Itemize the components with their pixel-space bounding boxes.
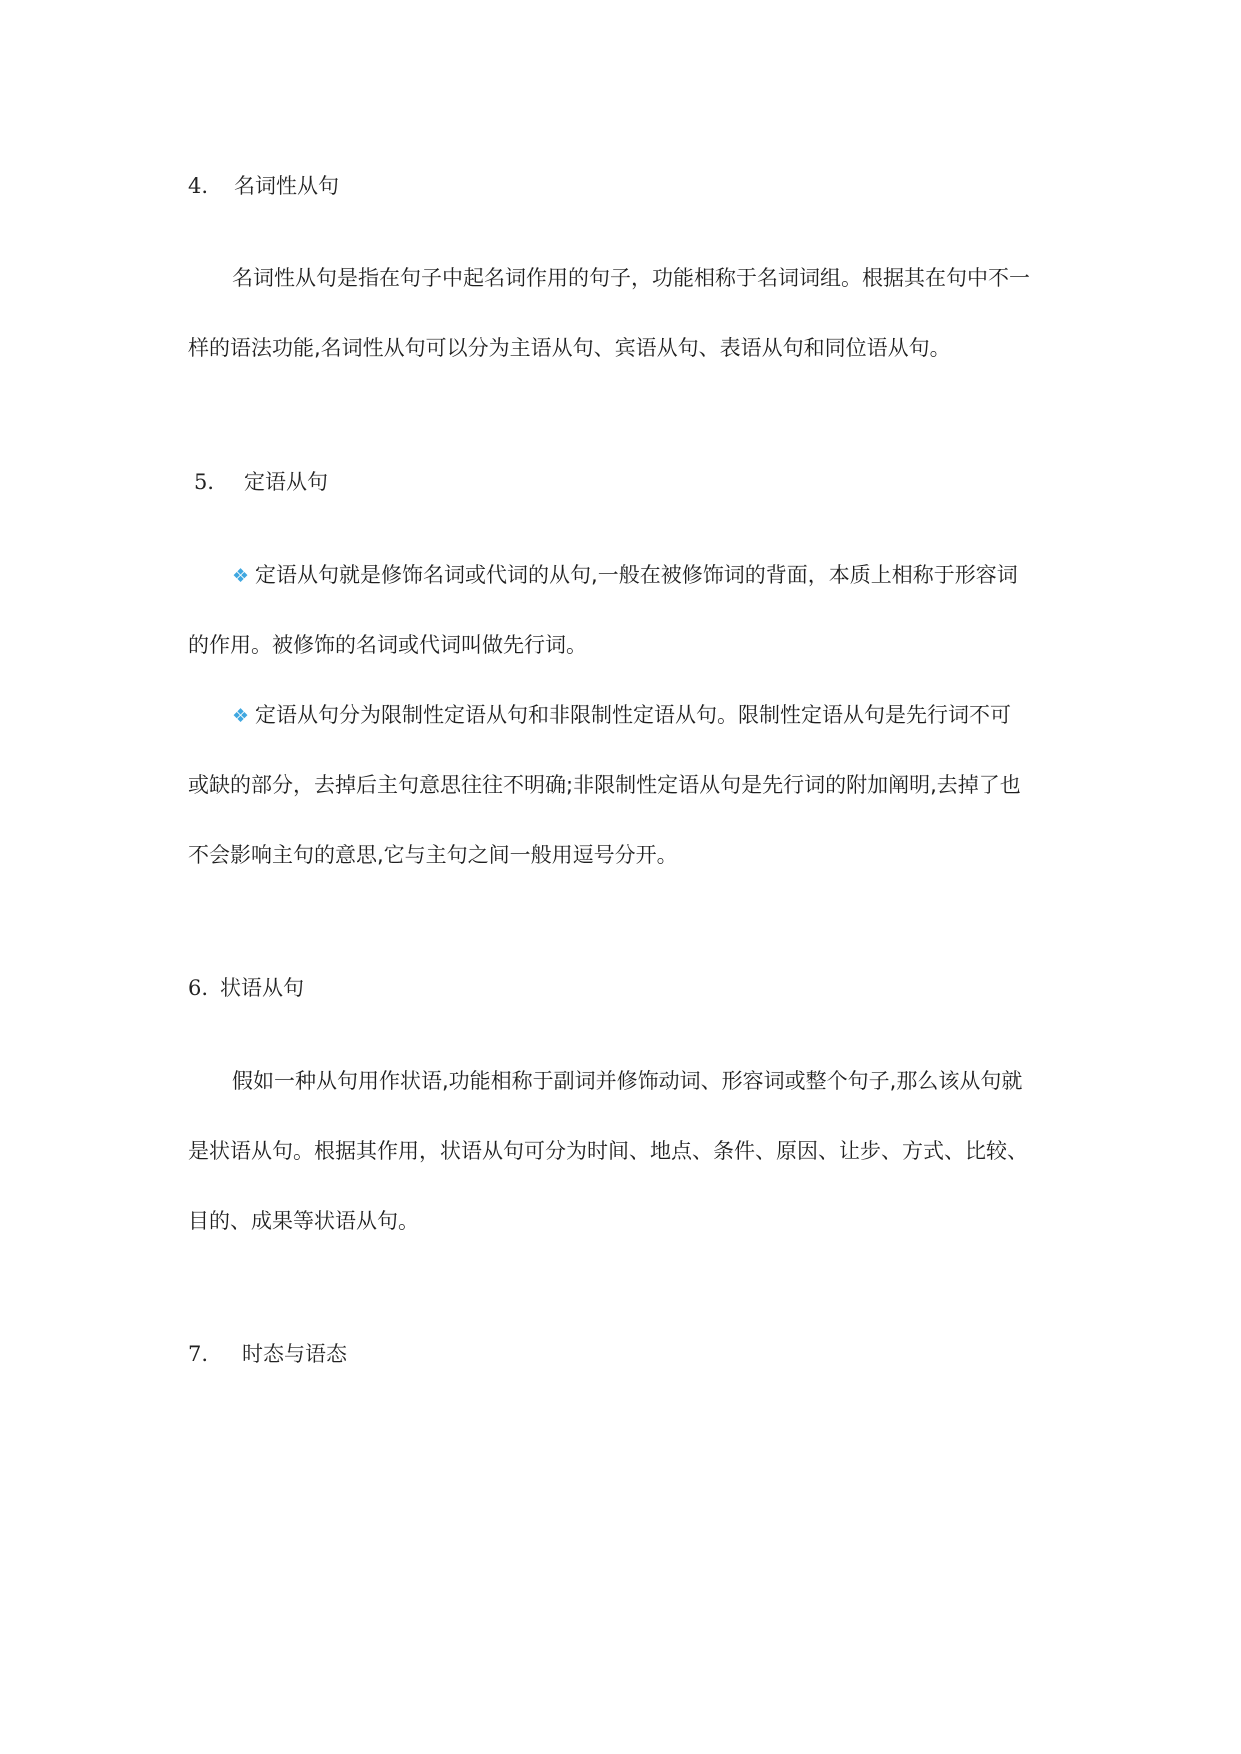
diamond-bullet-icon: ❖ bbox=[232, 565, 250, 587]
section-title: 名词性从句 bbox=[234, 174, 339, 198]
bullet-text: 定语从句分为限制性定语从句和非限制性定语从句。限制性定语从句是先行词不可 bbox=[255, 703, 1012, 727]
section-title: 状语从句 bbox=[220, 976, 304, 1000]
bullet-line bbox=[232, 703, 1011, 728]
bullet-text: 定语从句就是修饰名词或代词的从句,一般在被修饰词的背面，本质上相称于形容词 bbox=[255, 563, 1018, 587]
bullet-line bbox=[232, 563, 1018, 588]
paragraph-line: 样的语法功能,名词性从句可以分为主语从句、宾语从句、表语从句和同位语从句。 bbox=[188, 336, 951, 360]
section-number: 5． bbox=[194, 470, 229, 494]
bullet-line: 的作用。被修饰的名词或代词叫做先行词。 bbox=[188, 633, 587, 657]
bullet-line: 不会影响主句的意思,它与主句之间一般用逗号分开。 bbox=[188, 843, 678, 867]
section-heading-7 bbox=[188, 1342, 347, 1366]
diamond-bullet-icon: ❖ bbox=[232, 705, 250, 727]
paragraph-line: 名词性从句是指在句子中起名词作用的句子，功能相称于名词词组。根据其在句中不一 bbox=[232, 266, 1030, 290]
section-number: 6. bbox=[188, 976, 209, 1000]
section-number: 4. bbox=[188, 174, 209, 198]
bullet-line: 或缺的部分，去掉后主句意思往往不明确;非限制性定语从句是先行词的附加阐明,去掉了也 bbox=[188, 773, 1021, 797]
section-number: 7. bbox=[188, 1342, 209, 1366]
paragraph-line: 假如一种从句用作状语,功能相称于副词并修饰动词、形容词或整个句子,那么该从句就 bbox=[232, 1069, 1023, 1093]
section-heading-5 bbox=[194, 470, 328, 494]
section-title: 定语从句 bbox=[244, 470, 328, 494]
paragraph-line: 目的、成果等状语从句。 bbox=[188, 1209, 419, 1233]
paragraph-line: 是状语从句。根据其作用，状语从句可分为时间、地点、条件、原因、让步、方式、比较、 bbox=[188, 1139, 1028, 1163]
section-heading-4 bbox=[188, 174, 339, 198]
section-heading-6 bbox=[188, 976, 304, 1000]
section-title: 时态与语态 bbox=[242, 1342, 347, 1366]
